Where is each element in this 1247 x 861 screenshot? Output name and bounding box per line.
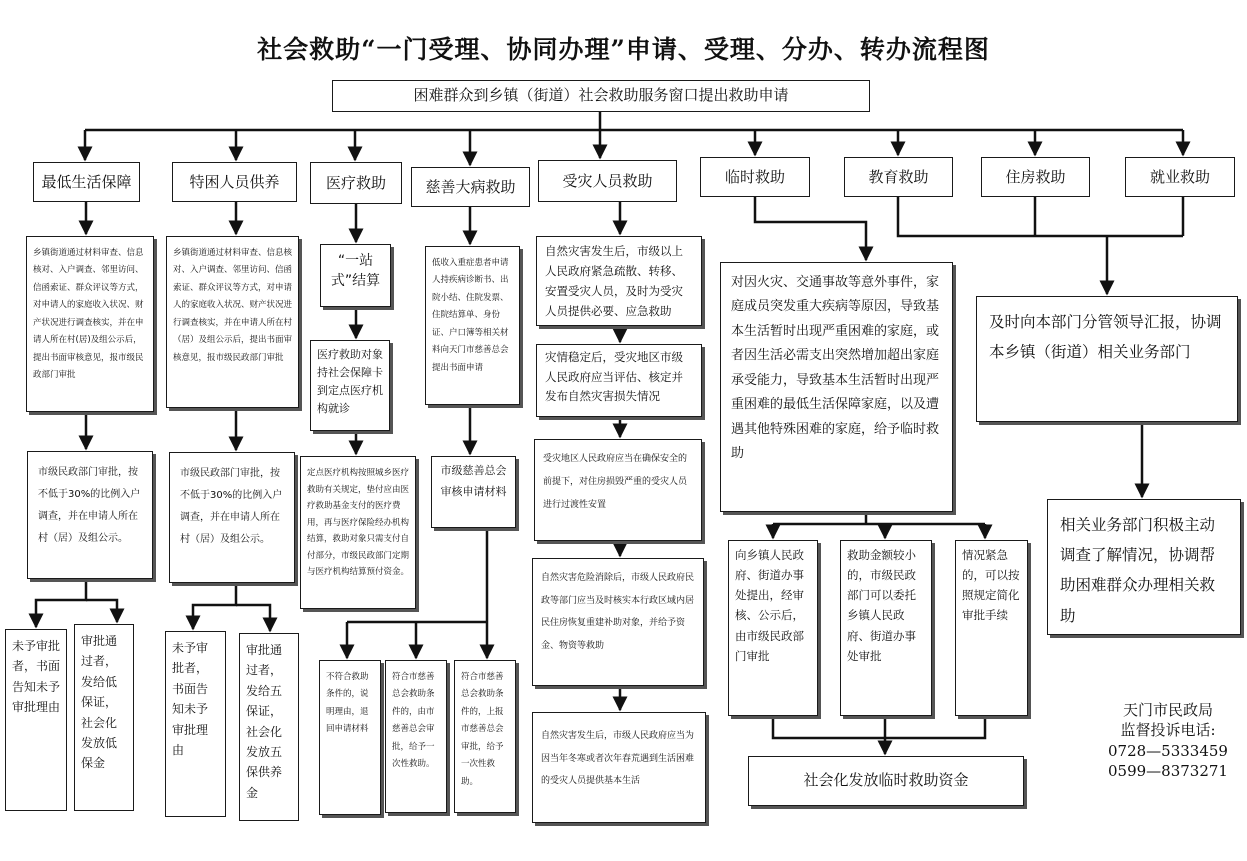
contact-block [1108, 700, 1228, 781]
category-cishan: 慈善大病救助 [411, 167, 530, 207]
linshi-final-payment: 社会化发放临时救助资金 [748, 756, 1024, 806]
cishan-approve-city: 符合市慈善总会救助条件的，由市慈善总会审批，给予一次性救助。 [385, 660, 447, 813]
dibao-approve: 审批通过者，发给低保证，社会化发放低保金 [74, 624, 134, 811]
shouzai-transition: 受灾地区人民政府应当在确保安全的前提下，对住房损毁严重的受灾人员进行过渡性安置 [534, 439, 702, 541]
tekun-township-review: 乡镇街道通过材料审查、信息核对、入户调查、邻里访问、信函索证、群众评议等方式，对申请人的家庭收入状况、财产状况进行调查核实，并在申请人所在村（居）及组公示后，提出书面审核意见，报市级民政部门审批 [166, 236, 299, 408]
linshi-option-township: 向乡镇人民政府、街道办事处提出，经审核、公示后，由市级民政部门审批 [728, 540, 818, 716]
connector-line [755, 197, 866, 260]
department-coordinate: 相关业务部门积极主动调查了解情况，协调帮助困难群众办理相关救助 [1047, 499, 1241, 635]
yiliao-settlement: 定点医疗机构按照城乡医疗救助有关规定，垫付应由医疗救助基金支付的医疗费用，再与医疗保险经办机构结算，救助对象只需支付自付部分，市级民政部门定期与医疗机构结算预付资金。 [300, 456, 416, 609]
page-title: 社会救助“一门受理、协同办理”申请、受理、分办、转办流程图 [257, 35, 990, 64]
tekun-approve: 审批通过者，发给五保证，社会化发放五保供养金 [239, 633, 299, 821]
shouzai-winter: 自然灾害发生后，市级人民政府应当为因当年冬寒或者次年春荒遇到生活困难的受灾人员提供基本生活 [532, 712, 706, 823]
category-dibao: 最低生活保障 [33, 162, 140, 202]
cishan-approve-report: 符合市慈善总会救助条件的，上报市慈善总会审批，给予一次性救助。 [454, 660, 516, 813]
dibao-township-review: 乡镇街道通过材料审查、信息核对、入户调查、邻里访问、信函索证、群众评议等方式，对申请人的家庭收入状况、财产状况进行调查核实，并在申请人所在村(居)及组公示后，提出书面审核意见，报市级民政部门审批 [26, 236, 154, 412]
contact-label: 监督投诉电话: [1120, 721, 1216, 740]
contact-org: 天门市民政局 [1122, 701, 1213, 719]
category-jiuye: 就业救助 [1125, 157, 1235, 197]
dibao-city-approval: 市级民政部门审批，按不低于30%的比例入户调查，并在申请人所在村（居）及组公示。 [27, 451, 153, 579]
shouzai-rebuild: 自然灾害危险消除后，市级人民政府民政等部门应当及时核实本行政区域内居民住房恢复重建补助对象，并给予资金、物资等救助 [532, 558, 704, 686]
connector-line [773, 718, 985, 738]
contact-phone-2: 0599—8373271 [1108, 761, 1228, 780]
cishan-reject: 不符合救助条件的，说明理由，退回申请材料 [319, 660, 381, 815]
category-jiaoyu: 教育救助 [844, 157, 953, 197]
linshi-description: 对因火灾、交通事故等意外事件，家庭成员突发重大疾病等原因，导致基本生活暂时出现严重困难的家庭，或者因生活必需支出突然增加超出家庭承受能力，导致基本生活暂时出现严重困难的最低生活保障家庭，以及遭遇其他特殊困难的家庭，给予临时救助 [720, 262, 953, 512]
tekun-reject: 未予审批者，书面告知未予审批理由 [165, 631, 226, 817]
linshi-option-small: 救助金额较小的，市级民政部门可以委托乡镇人民政府、街道办事处审批 [840, 540, 932, 716]
category-linshi: 临时救助 [700, 157, 810, 197]
report-to-leader: 及时向本部门分管领导汇报，协调本乡镇（街道）相关业务部门 [976, 296, 1238, 422]
application-box: 困难群众到乡镇（街道）社会救助服务窗口提出救助申请 [332, 80, 870, 112]
connector-line [193, 585, 236, 629]
shouzai-assessment: 灾情稳定后，受灾地区市级人民政府应当评估、核定并发布自然灾害损失情况 [536, 344, 702, 417]
connector-line [898, 197, 1183, 236]
category-tekun: 特困人员供养 [172, 162, 297, 202]
yiliao-visit: 医疗救助对象持社会保障卡到定点医疗机构就诊 [310, 340, 390, 431]
linshi-option-urgent: 情况紧急的，可以按照规定简化审批手续 [955, 540, 1028, 716]
yiliao-one-stop: “一站式”结算 [320, 244, 391, 307]
contact-phone-1: 0728—5333459 [1108, 741, 1228, 760]
category-zhufang: 住房救助 [981, 157, 1090, 197]
connector-line [236, 605, 270, 631]
cishan-review: 市级慈善总会审核申请材料 [431, 456, 516, 528]
tekun-city-approval: 市级民政部门审批，按不低于30%的比例入户调查，并在申请人所在村（居）及组公示。 [169, 452, 295, 583]
connector-line [86, 600, 117, 622]
category-yiliao: 医疗救助 [310, 162, 402, 204]
shouzai-emergency: 自然灾害发生后，市级以上人民政府紧急疏散、转移、安置受灾人员，及时为受灾人员提供必要、应急救助 [536, 236, 702, 326]
connector-line [36, 580, 86, 627]
category-shouzai: 受灾人员救助 [538, 160, 677, 202]
cishan-application: 低收入重症患者申请人持疾病诊断书、出院小结、住院发票、住院结算单、身份证、户口簿等相关材料向天门市慈善总会提出书面申请 [425, 246, 520, 405]
dibao-reject: 未予审批者，书面告知未予审批理由 [5, 629, 67, 811]
